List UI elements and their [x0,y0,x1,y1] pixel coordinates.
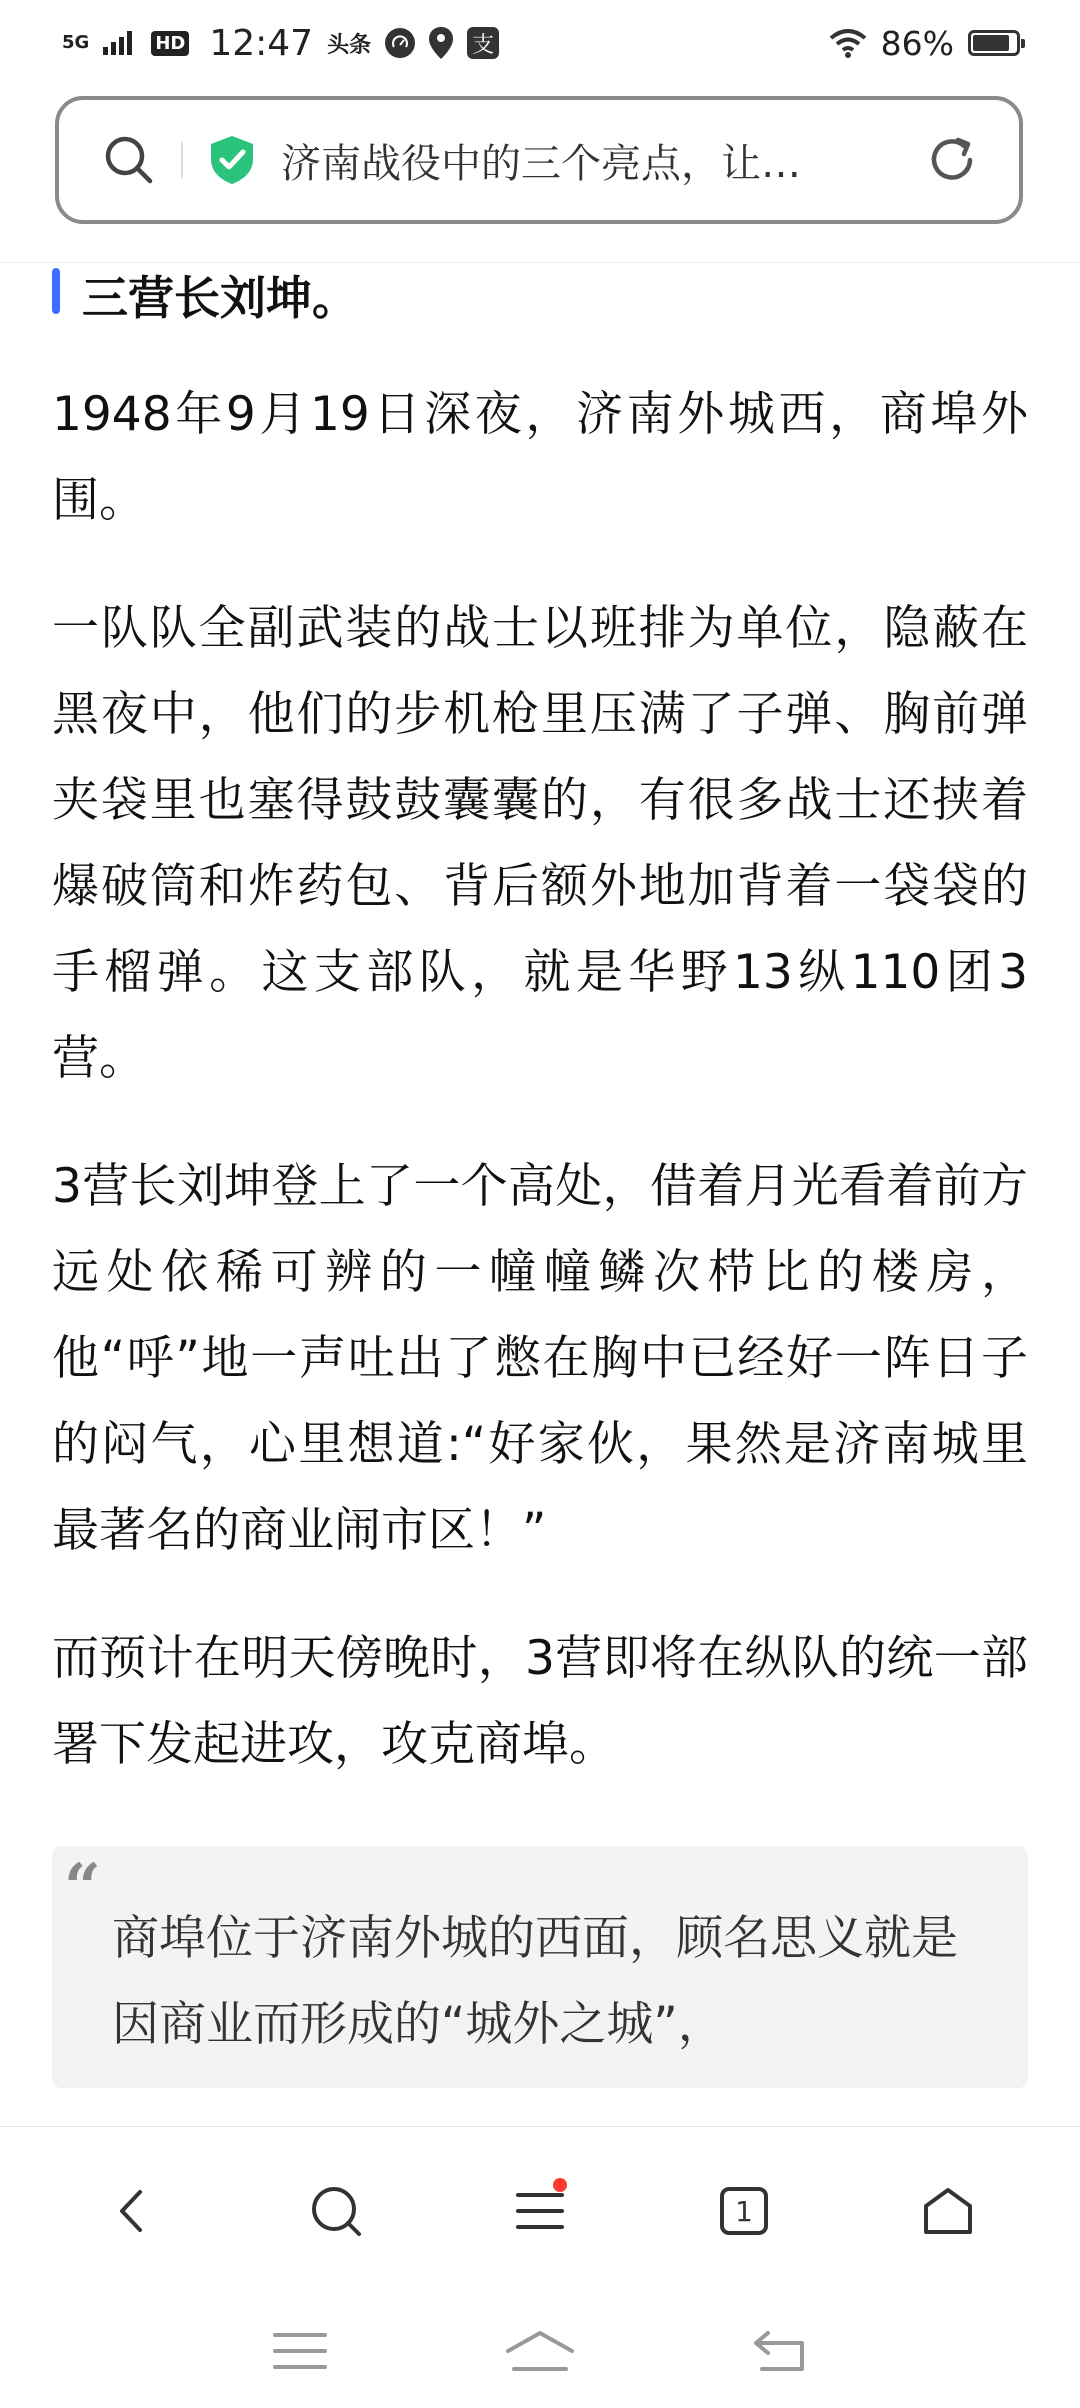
address-divider [181,142,183,178]
menu-icon [514,2189,566,2233]
search-button[interactable] [291,2166,381,2256]
battery-level [973,35,1009,51]
status-left [62,23,499,64]
secure-shield-icon [209,135,255,185]
article-paragraph: 一队队全副武装的战士以班排为单位，隐蔽在黑夜中，他们的步机枪里压满了子弹、胸前弹夹袋里也塞得鼓鼓囊囊的，有很多战士还挟着爆破筒和炸药包、背后额外地加背着一袋袋的手榴弹。这支部队，就是华野13纵110团3营。 [52,601,1028,1086]
blockquote-text: 商埠位于济南外城的西面，顾名思义就是因商业而形成的“城外之城”， [112,1911,958,2052]
blockquote [52,1846,1028,2088]
hd-badge: HD [151,31,189,56]
battery-icon [968,30,1020,56]
system-home-button[interactable] [500,2321,580,2381]
search-icon [309,2184,363,2238]
recent-apps-icon [273,2331,327,2371]
chevron-left-icon [112,2186,152,2236]
network-label: 5G [62,32,90,53]
status-bar [0,0,1080,86]
status-right [829,24,1020,63]
alipay-icon: 支 [467,27,499,59]
system-back-button[interactable] [740,2321,820,2381]
signal-icon [103,31,137,55]
article-paragraph: 1948年9月19日深夜，济南外城西，商埠外围。 [52,387,1028,528]
address-bar[interactable] [55,96,1023,224]
article-paragraph: 3营长刘坤登上了一个高处，借着月光看着前方远处依稀可辨的一幢幢鳞次栉比的楼房，他“呼”地一声吐出了憋在胸中已经好一阵日子的闷气，心里想道:“好家伙，果然是济南城里最著名的商业闹市区！” [52,1159,1028,1558]
tabs-button[interactable] [699,2166,789,2256]
location-icon [429,27,453,59]
section-heading-text: 三营长刘坤。 [82,271,358,325]
menu-button[interactable] [495,2166,585,2256]
toutiao-app-icon: 头条 [327,32,372,58]
clock: 12:47 [209,22,314,64]
speedometer-icon [385,28,415,58]
page-title-in-address-bar[interactable]: 济南战役中的三个亮点，让… [281,140,801,187]
back-button[interactable] [87,2166,177,2256]
notification-dot [553,2178,567,2192]
recent-apps-button[interactable] [260,2321,340,2381]
system-home-icon [504,2329,576,2373]
section-heading [52,266,1028,330]
search-icon[interactable] [103,134,155,186]
wifi-icon [829,28,867,58]
article-paragraph: 而预计在明天傍晚时，3营即将在纵队的统一部署下发起进攻，攻克商埠。 [52,1631,1028,1772]
quote-mark-icon: “ [64,1850,101,1925]
home-icon [922,2186,974,2236]
browser-toolbar [0,2126,1080,2294]
article-body [52,262,1028,2088]
battery-percent: 86% [880,23,954,63]
home-button[interactable] [903,2166,993,2256]
refresh-icon[interactable] [925,133,979,187]
system-navigation-bar [0,2294,1080,2408]
heading-accent-bar [52,268,60,314]
tabs-count: 1 [735,2194,753,2228]
tabs-icon [719,2186,769,2236]
system-back-icon [752,2329,808,2373]
